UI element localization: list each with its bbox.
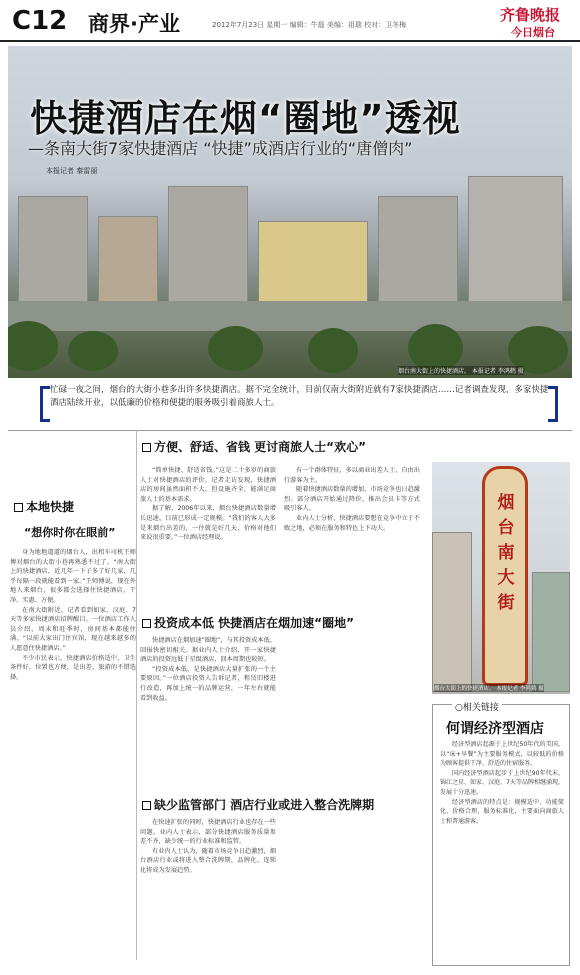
- paragraph: 不少市民表示，快捷酒店价格适中，卫生条件好，位置也方便，是出差、旅游的不错选择。: [10, 654, 136, 681]
- square-icon: [142, 443, 151, 452]
- section-d-body: [140, 818, 276, 876]
- section-c-heading: [142, 614, 354, 631]
- paragraph: 身为地地道道的烟台人，出租车司机王师傅对烟台的大街小巷再熟悉不过了。“南大街上的快捷酒店，近几年一下子多了好几家，几乎每隔一段就能看到一家。”王师傅说，现在外地人来烟台，很多都会选择住快捷酒店，干净、实惠、方便。: [10, 549, 136, 604]
- paragraph: 有一个群体特征，多以商业出差人士，自由出行游客为主。: [284, 467, 420, 484]
- section-d-heading-text: 缺少监管部门 酒店行业或进入整合洗牌期: [154, 798, 375, 812]
- paragraph: 国内经济型酒店起步于上世纪90年代末，锦江之星、如家、汉庭、7天等品牌相继涌现，发展十分迅速。: [440, 769, 564, 796]
- divider: [8, 430, 572, 431]
- paragraph: 经济型酒店起源于上世纪50年代的美国，以“床+早餐”为主要服务模式，以较低的价格为顾客提供干净、舒适的住宿服务。: [440, 741, 564, 768]
- square-icon: [14, 503, 23, 512]
- section-a-body: [10, 548, 136, 682]
- square-icon: [142, 801, 151, 810]
- circle-icon: ○: [455, 703, 463, 713]
- section-a-quote: “想你时你在眼前”: [24, 526, 116, 539]
- paragraph: 业内人士分析，快捷酒店要想在竞争中立于不败之地，必须在服务和特色上下功夫。: [284, 514, 420, 532]
- hotel-sign-photo: [432, 462, 570, 694]
- section-b-body: [140, 466, 276, 543]
- related-link-body: [440, 740, 564, 826]
- paragraph: 经济型酒店的特点是：规模适中、功能简化、价格合理、服务标准化，主要面向商旅人士和普通游客。: [440, 798, 564, 825]
- lede-paragraph: 忙碌一夜之间，烟台的大街小巷多出许多快捷酒店。据不完全统计，目前仅南大街附近就有7家快捷酒店……记者调查发现，多家快捷酒店陆续开业，以低廉的价格和便捷的服务吸引着商旅人士。: [50, 385, 549, 408]
- section-c-body: [140, 636, 276, 703]
- headline: 快捷酒店在烟“圈地”透视: [30, 97, 461, 140]
- page-header: [0, 0, 580, 42]
- lede-bracket-right: [548, 386, 558, 422]
- byline: 本报记者 秦雷丽: [46, 167, 98, 175]
- section-b-heading: [142, 438, 366, 455]
- newspaper-logo: 齐鲁晚报: [500, 6, 561, 24]
- subheadline: —条南大街7家快捷酒店 “快捷”成酒店行业的“唐僧肉”: [28, 139, 413, 158]
- photo2-caption: 烟台大街上的快捷酒店。 本报记者 李鸿鹤 摄: [434, 686, 544, 692]
- lede-bracket-left: [40, 386, 50, 422]
- issue-meta: 2012年7月23日 星期一 编辑：牛磊 美编：祖瑞 校对：卫冬梅: [212, 21, 407, 29]
- related-link-header: [452, 700, 502, 713]
- edition-name: 今日烟台: [511, 26, 555, 39]
- square-icon: [142, 619, 151, 628]
- related-link-title: 何谓经济型酒店: [446, 721, 544, 737]
- paragraph: 随着快捷酒店数量的增加，市场竞争也日趋激烈。部分酒店开始通过降价、推出会员卡等方式吸引客人。: [284, 486, 420, 513]
- paragraph: 有业内人士认为，随着市场竞争日趋激烈，烟台酒店行业或将进入整合洗牌期，品牌化、连锁化将成为发展趋势。: [140, 847, 276, 874]
- paragraph: 在南大街附近，记者看到如家、汉庭、7天等多家快捷酒店招牌醒目。一位酒店工作人员介绍，周末和旺季时，房间基本都能住满。“以前大家出门住宾馆，现在越来越多的人愿意住快捷酒店。”: [10, 606, 136, 652]
- paragraph: “简单快捷、舒适省钱。”这是二十多岁的商旅人士对快捷酒店的评价。记者走访发现，快捷酒店的房间虽然面积不大，但设施齐全，能满足商旅人士的基本需求。: [140, 467, 276, 503]
- hotel-sign-text: 烟台南大街: [497, 493, 515, 613]
- related-link-label: 相关链接: [462, 703, 499, 713]
- paragraph: 快捷酒店在烟加速“圈地”，与其投资成本低、回报快密切相关。据业内人士介绍，开一家快捷酒店的投资远低于星级酒店，回本周期也较短。: [140, 637, 276, 664]
- section-title: 商界·产业: [88, 12, 180, 36]
- hotel-sign: [482, 466, 528, 686]
- right-column-body: [284, 466, 420, 533]
- paragraph: “投资成本低，是快捷酒店大量扩张的一个主要原因。”一位酒店投资人告诉记者，租赁旧楼进行改造，再加上统一的品牌运营，一年左右就能看到收益。: [140, 665, 276, 702]
- section-b-heading-text: 方便、舒适、省钱 更讨商旅人士“欢心”: [154, 440, 366, 454]
- page-code: C12: [12, 6, 68, 36]
- section-a-heading: [14, 498, 74, 515]
- photo-caption: 烟台南大街上的快捷酒店。 本报记者 李鸿鹤 摄: [398, 368, 524, 375]
- section-d-heading: [142, 796, 374, 813]
- paragraph: 据了解，2006年以来，烟台快捷酒店数量增长迅速，目前已形成一定规模。“我们的客人大多是来烟台出差的，一住就是好几天，价格对他们来说很重要。”一位酒店经理说。: [140, 505, 276, 542]
- paragraph: 在快速扩张的同时，快捷酒店行业也存在一些问题。业内人士表示，部分快捷酒店服务质量参差不齐，缺少统一的行业标准和监管。: [140, 819, 276, 846]
- column-divider: [136, 430, 137, 960]
- section-a-heading-text: 本地快捷: [26, 500, 75, 514]
- section-c-heading-text: 投资成本低 快捷酒店在烟加速“圈地”: [154, 616, 354, 630]
